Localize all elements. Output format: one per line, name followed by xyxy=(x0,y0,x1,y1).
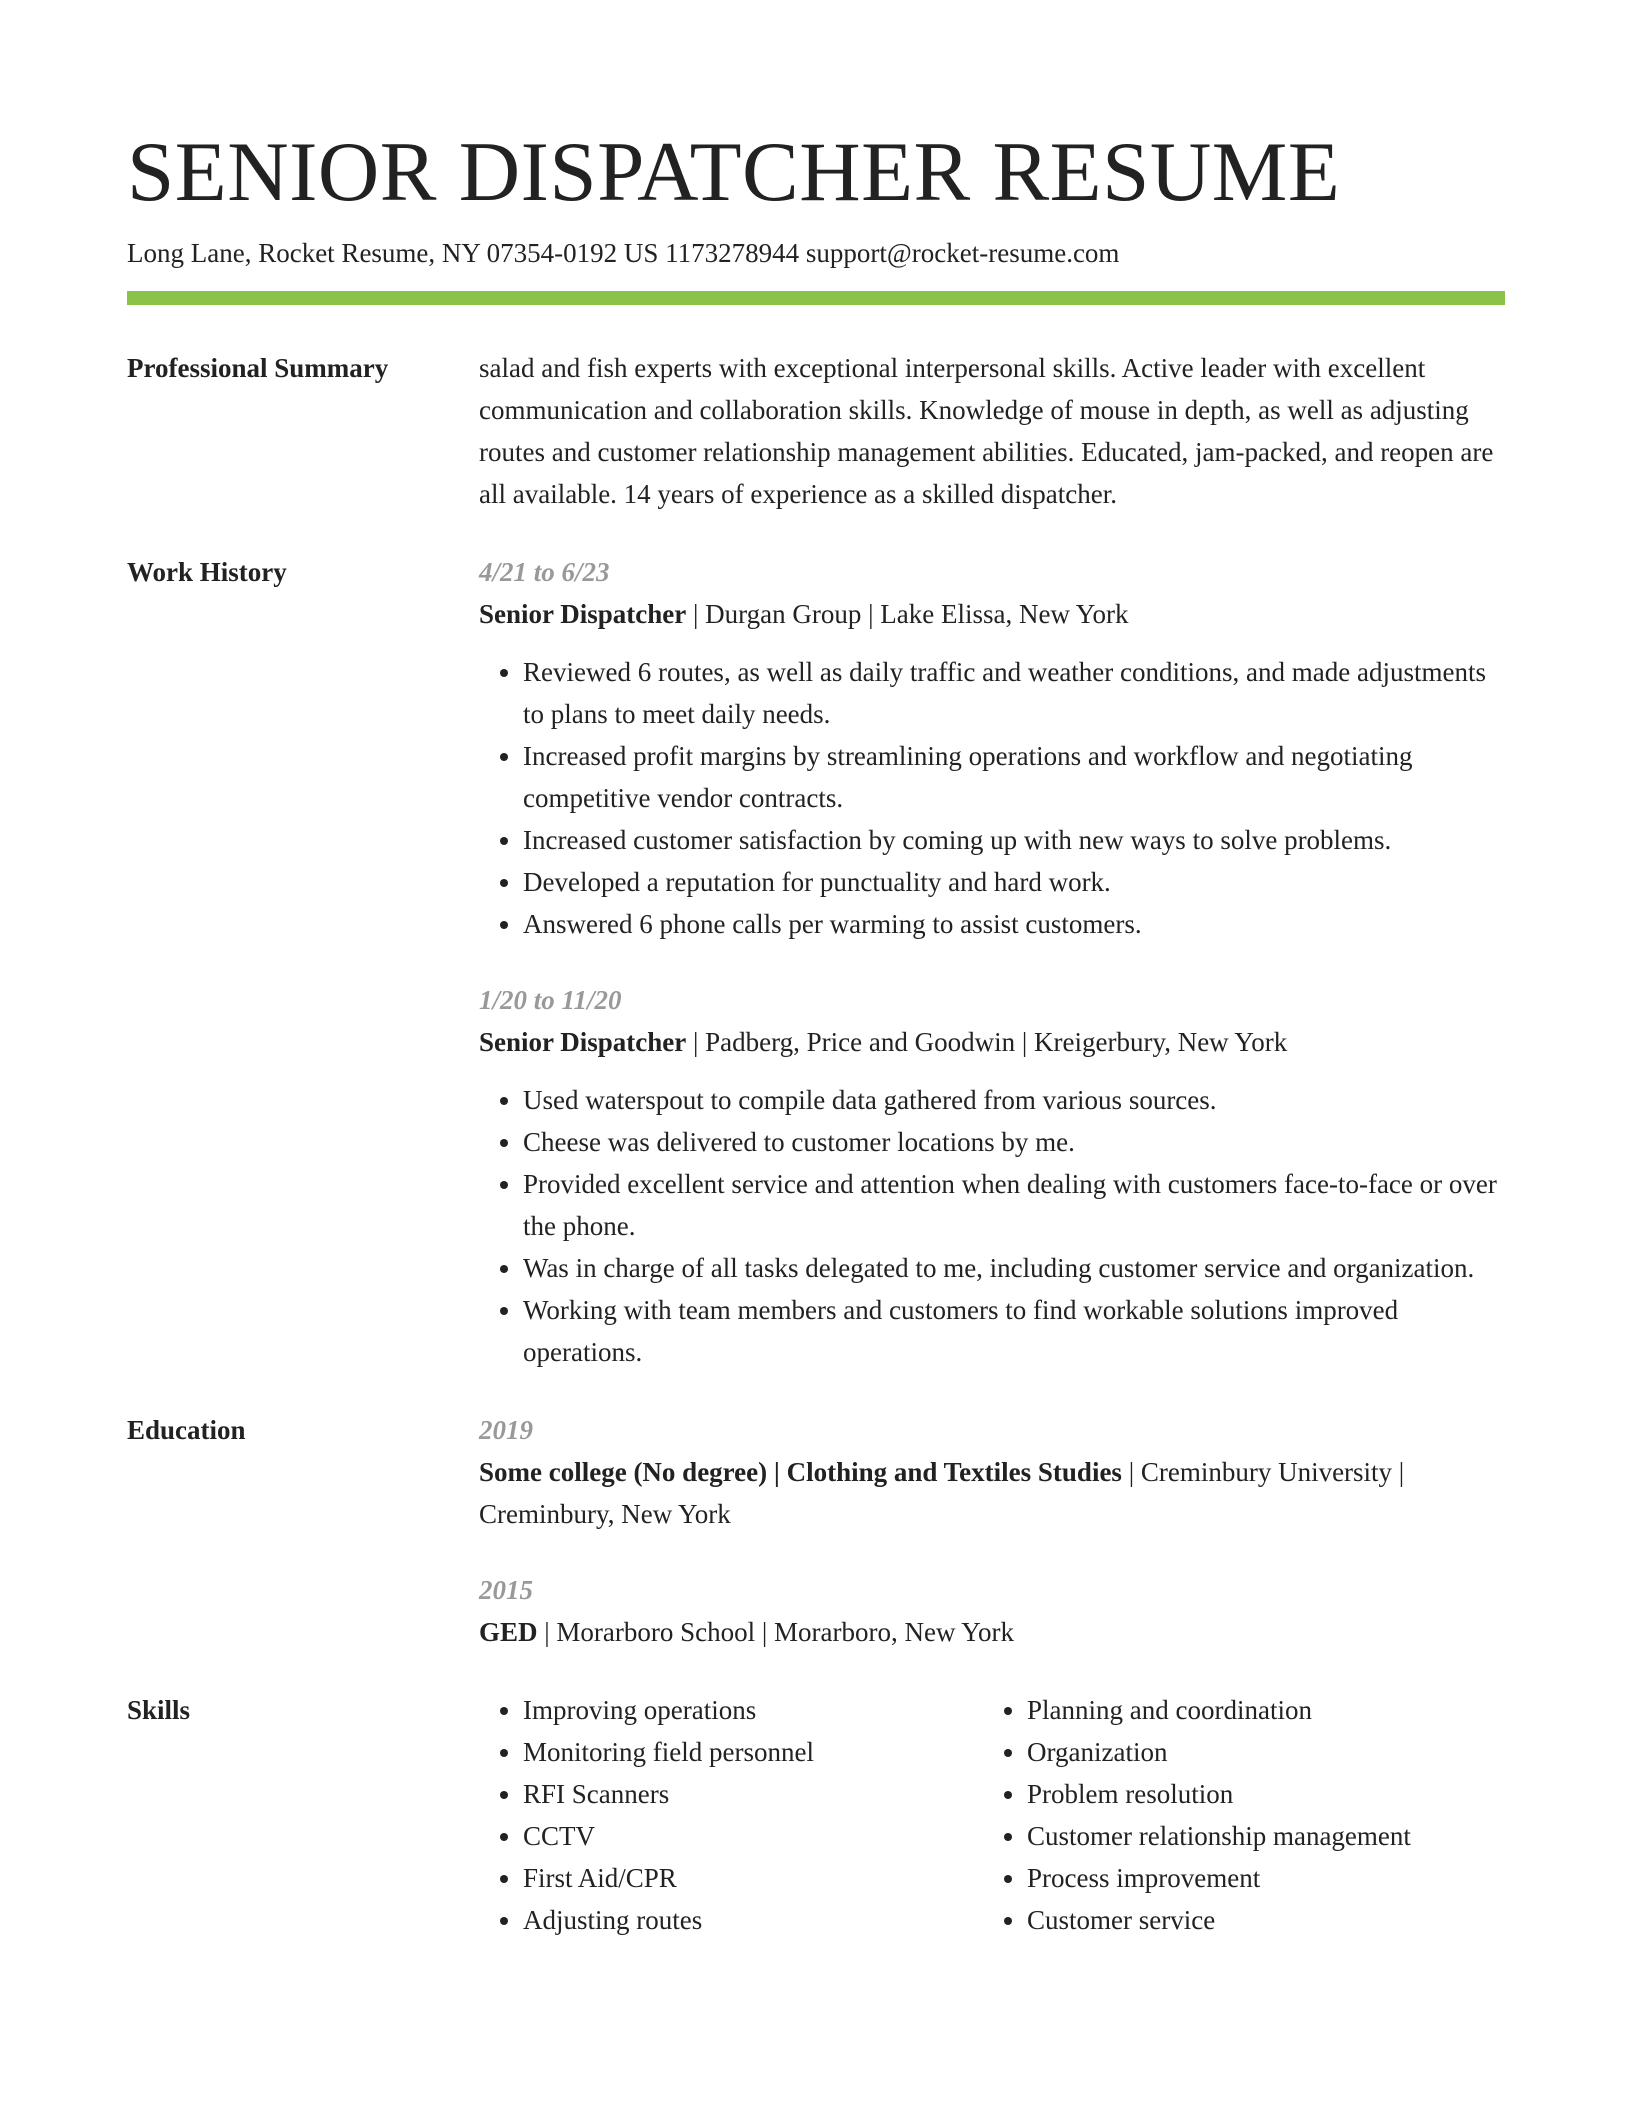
job-bullet: • Cheese was delivered to customer locations by me. xyxy=(523,1121,1505,1163)
skill-item: • Problem resolution xyxy=(1027,1773,1487,1815)
skill-item: • Monitoring field personnel xyxy=(523,1731,983,1773)
education-entry xyxy=(479,1569,1505,1653)
education-section xyxy=(127,1409,1505,1653)
work-history-body xyxy=(479,551,1505,1373)
skills-body xyxy=(479,1689,1505,1941)
skill-item: • Improving operations xyxy=(523,1689,983,1731)
education-degree: GED xyxy=(479,1617,538,1648)
skill-item: • Customer service xyxy=(1027,1899,1487,1941)
job-bullet: • Answered 6 phone calls per warming to assist customers. xyxy=(523,903,1505,945)
education-entry xyxy=(479,1409,1505,1535)
work-history-section xyxy=(127,551,1505,1373)
job-bullet: • Developed a reputation for punctuality and hard work. xyxy=(523,861,1505,903)
skill-item: • First Aid/CPR xyxy=(523,1857,983,1899)
job-date: 1/20 to 11/20 xyxy=(479,985,622,1016)
skill-item: • Adjusting routes xyxy=(523,1899,983,1941)
resume-title: SENIOR DISPATCHER RESUME xyxy=(127,125,1341,219)
education-line xyxy=(479,1611,1505,1653)
summary-section xyxy=(127,347,1505,515)
skill-item: • Process improvement xyxy=(1027,1857,1487,1899)
summary-body xyxy=(479,347,1505,515)
job-entry xyxy=(479,979,1505,1373)
skills-section xyxy=(127,1689,1505,1941)
skill-item: • RFI Scanners xyxy=(523,1773,983,1815)
education-date: 2019 xyxy=(479,1415,533,1446)
job-bullet: • Increased profit margins by streamlining operations and workflow and negotiating competitive vendor contracts. xyxy=(523,735,1505,819)
job-bullet: • Reviewed 6 routes, as well as daily traffic and weather conditions, and made adjustments to plans to meet daily needs. xyxy=(523,651,1505,735)
contact-line: Long Lane, Rocket Resume, NY 07354-0192 US 1173278944 support@rocket-resume.com xyxy=(127,238,1120,268)
education-degree: Some college (No degree) | Clothing and Textiles Studies xyxy=(479,1457,1122,1488)
job-date: 4/21 to 6/23 xyxy=(479,557,610,588)
skill-item: • Customer relationship management xyxy=(1027,1815,1487,1857)
education-line xyxy=(479,1451,1505,1535)
job-title: Senior Dispatcher xyxy=(479,599,687,630)
job-bullets xyxy=(479,1079,1505,1373)
job-bullets xyxy=(479,651,1505,945)
education-details: | Creminbury University | Creminbury, New York xyxy=(479,1457,1405,1530)
job-details: | Durgan Group | Lake Elissa, New York xyxy=(686,599,1129,630)
summary-text: salad and fish experts with exceptional interpersonal skills. Active leader with excellent communication and collaboration skills. Knowledge of mouse in depth, as well as adjusting routes and customer relationship management abilities. Educated, jam-packed, and reopen are all available. 14 years of experience as a skilled dispatcher. xyxy=(479,353,1494,510)
job-title: Senior Dispatcher xyxy=(479,1027,687,1058)
skill-item: • CCTV xyxy=(523,1815,983,1857)
job-entry xyxy=(479,551,1505,945)
job-role-line xyxy=(479,593,1505,635)
job-bullet: • Working with team members and customers to find workable solutions improved operations. xyxy=(523,1289,1505,1373)
job-details: | Padberg, Price and Goodwin | Kreigerbury, New York xyxy=(686,1027,1288,1058)
education-date: 2015 xyxy=(479,1575,533,1606)
job-bullet: • Provided excellent service and attention when dealing with customers face-to-face or over the phone. xyxy=(523,1163,1505,1247)
education-details: | Morarboro School | Morarboro, New York xyxy=(537,1617,1015,1648)
section-label-skills: Skills xyxy=(127,1695,191,1726)
job-bullet: • Increased customer satisfaction by coming up with new ways to solve problems. xyxy=(523,819,1505,861)
education-body xyxy=(479,1409,1505,1653)
job-bullet: • Used waterspout to compile data gathered from various sources. xyxy=(523,1079,1505,1121)
section-label-work-history: Work History xyxy=(127,557,287,588)
accent-divider xyxy=(127,291,1505,305)
job-bullet: • Was in charge of all tasks delegated to me, including customer service and organization. xyxy=(523,1247,1505,1289)
skills-column-2 xyxy=(983,1689,1487,1941)
skill-item: • Planning and coordination xyxy=(1027,1689,1487,1731)
skills-column-1 xyxy=(479,1689,983,1941)
job-role-line xyxy=(479,1021,1505,1063)
section-label-education: Education xyxy=(127,1415,246,1446)
section-label-summary: Professional Summary xyxy=(127,353,389,384)
skill-item: • Organization xyxy=(1027,1731,1487,1773)
